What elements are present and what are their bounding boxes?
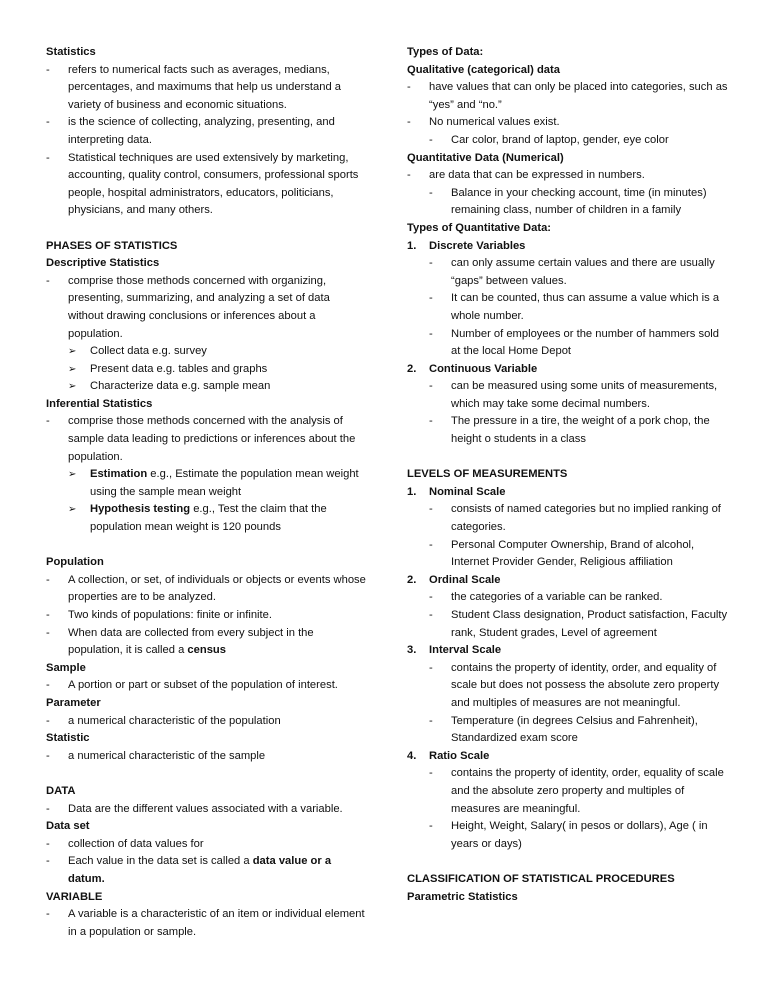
statistics-heading: Statistics	[46, 46, 96, 58]
nominal-title: Nominal Scale	[429, 485, 506, 498]
ratio-bullet-2: - Height, Weight, Salary( in pesos or dollars), Age ( in years or days)	[407, 818, 729, 853]
qualitative-bullet-2: - No numerical values exist.	[407, 114, 729, 132]
nominal-bullet-1: - consists of named categories but no implied ranking of categories.	[407, 501, 729, 536]
population-bullet-2: - Two kinds of populations: finite or infinite.	[46, 607, 366, 625]
continuous-title: Continuous Variable	[429, 362, 538, 375]
descriptive-heading: Descriptive Statistics	[46, 257, 160, 270]
ordinal-title: Ordinal Scale	[429, 573, 501, 586]
statistics-bullet-3: - Statistical techniques are used extensively by marketing, accounting, quality control, consumers, professional sports people, hospital administrators, educators, politicians, physicians, and many others.	[46, 150, 366, 220]
ratio-number: 4.	[407, 749, 417, 762]
datum-term: data value or a datum.	[68, 855, 332, 885]
descriptive-bullet: - comprise those methods concerned with organizing, presenting, summarizing, and analyzing a set of data without drawing conclusions or inferences about a population.	[46, 273, 366, 343]
right-column	[407, 44, 729, 906]
inferential-bullet: - comprise those methods concerned with the analysis of sample data leading to predictions or inferences about the population.	[46, 413, 366, 466]
data-heading: DATA	[46, 784, 76, 797]
interval-number: 3.	[407, 644, 417, 657]
levels-heading: LEVELS OF MEASUREMENTS	[407, 468, 568, 481]
dataset-bullet-1: - collection of data values for	[46, 836, 366, 854]
ordinal-heading	[407, 572, 729, 590]
statistics-bullet-1: - refers to numerical facts such as averages, medians, percentages, and maximums that help us understand a variety of business and economic situations.	[46, 62, 366, 115]
qualitative-heading: Qualitative (categorical) data	[407, 63, 560, 76]
left-column	[46, 44, 366, 941]
ratio-heading	[407, 748, 729, 766]
qualitative-example: - Car color, brand of laptop, gender, eye color	[407, 132, 729, 150]
estimation-arrow	[46, 466, 366, 501]
ratio-bullet-1: - contains the property of identity, order, equality of scale and the absolute zero property and multiples of measures are meaningful.	[407, 765, 729, 818]
dataset-bullet-2	[46, 853, 366, 888]
estimation-text: e.g., Estimate the population mean weight using the sample mean weight	[90, 468, 359, 498]
sample-heading: Sample	[46, 661, 86, 674]
interval-bullet-1: - contains the property of identity, order, and equality of scale but does not possess the absolute zero property and multiples of measures are not meaningful.	[407, 660, 729, 713]
phases-heading: PHASES OF STATISTICS	[46, 239, 178, 252]
population-bullet-3-text: When data are collected from every subject in the population, it is called a	[68, 626, 314, 657]
ordinal-bullet-1: - the categories of a variable can be ranked.	[407, 589, 729, 607]
interval-title: Interval Scale	[429, 644, 502, 657]
quantitative-bullet: - are data that can be expressed in numbers.	[407, 167, 729, 185]
statistic-heading: Statistic	[46, 732, 90, 745]
hypothesis-arrow	[46, 501, 366, 536]
parametric-heading: Parametric Statistics	[407, 890, 518, 903]
quantitative-heading: Quantitative Data (Numerical)	[407, 151, 564, 164]
nominal-bullet-2: - Personal Computer Ownership, Brand of alcohol, Internet Provider Gender, Religious affiliation	[407, 537, 729, 572]
variable-bullet: - A variable is a characteristic of an item or individual element in a population or sample.	[46, 906, 366, 941]
quantitative-example: - Balance in your checking account, time (in minutes) remaining class, number of children in a family	[407, 185, 729, 220]
ordinal-number: 2.	[407, 573, 417, 586]
discrete-bullet-3: - Number of employees or the number of hammers sold at the local Home Depot	[407, 326, 729, 361]
interval-heading	[407, 642, 729, 660]
descriptive-arrow-3: ➢ Characterize data e.g. sample mean	[46, 378, 366, 396]
nominal-number: 1.	[407, 485, 417, 498]
ordinal-bullet-2: - Student Class designation, Product satisfaction, Faculty rank, Student grades, Level of agreement	[407, 607, 729, 642]
statistic-bullet: - a numerical characteristic of the sample	[46, 748, 366, 766]
inferential-heading: Inferential Statistics	[46, 397, 153, 410]
population-heading: Population	[46, 556, 104, 569]
statistics-bullet-2: - is the science of collecting, analyzing, presenting, and interpreting data.	[46, 114, 366, 149]
types-quantitative-heading: Types of Quantitative Data:	[407, 221, 552, 234]
interval-bullet-2: - Temperature (in degrees Celsius and Fahrenheit), Standardized exam score	[407, 713, 729, 748]
continuous-number: 2.	[407, 362, 417, 375]
discrete-heading	[407, 238, 729, 256]
parameter-heading: Parameter	[46, 696, 101, 709]
qualitative-bullet-1: - have values that can only be placed into categories, such as “yes” and “no.”	[407, 79, 729, 114]
data-bullet: - Data are the different values associated with a variable.	[46, 801, 366, 819]
classification-heading: CLASSIFICATION OF STATISTICAL PROCEDURES	[407, 872, 675, 885]
types-heading: Types of Data:	[407, 46, 484, 58]
census-term: census	[187, 644, 226, 657]
hypothesis-text: e.g., Test the claim that the population mean weight is 120 pounds	[90, 503, 327, 534]
dataset-heading: Data set	[46, 820, 90, 833]
continuous-bullet-2: - The pressure in a tire, the weight of a pork chop, the height o students in a class	[407, 413, 729, 448]
descriptive-arrow-2: ➢ Present data e.g. tables and graphs	[46, 361, 366, 379]
continuous-heading	[407, 361, 729, 379]
dataset-bullet-2-text: Each value in the data set is called a	[68, 855, 253, 868]
nominal-heading	[407, 484, 729, 502]
discrete-bullet-1: - can only assume certain values and there are usually “gaps” between values.	[407, 255, 729, 290]
variable-heading: VARIABLE	[46, 890, 103, 903]
hypothesis-label: Hypothesis testing	[90, 503, 191, 516]
discrete-number: 1.	[407, 239, 417, 252]
parameter-bullet: - a numerical characteristic of the population	[46, 713, 366, 731]
descriptive-arrow-1: ➢ Collect data e.g. survey	[46, 343, 366, 361]
estimation-label: Estimation	[90, 468, 148, 481]
population-bullet-1: - A collection, or set, of individuals or objects or events whose properties are to be analyzed.	[46, 572, 366, 607]
continuous-bullet-1: - can be measured using some units of measurements, which may take some decimal numbers.	[407, 378, 729, 413]
population-bullet-3	[46, 625, 366, 660]
discrete-bullet-2: - It can be counted, thus can assume a value which is a whole number.	[407, 290, 729, 325]
sample-bullet: - A portion or part or subset of the population of interest.	[46, 677, 366, 695]
discrete-title: Discrete Variables	[429, 239, 526, 252]
ratio-title: Ratio Scale	[429, 749, 490, 762]
